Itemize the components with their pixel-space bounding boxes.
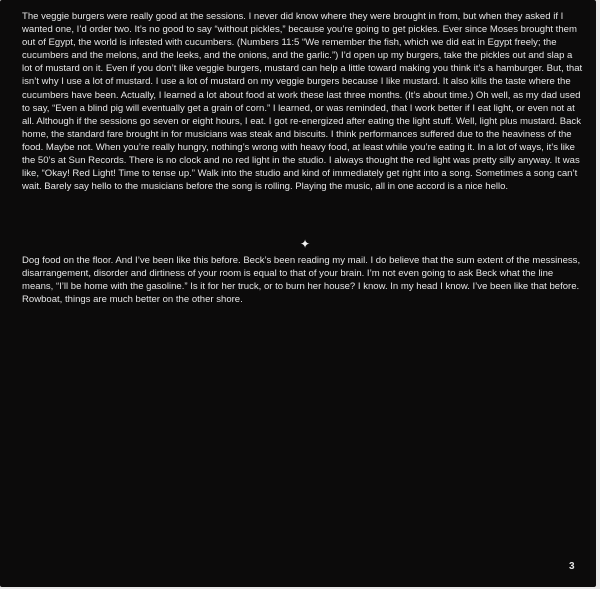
body-paragraph-veggie-burgers: The veggie burgers were really good at the sessions. I never did know where they were brought in from, but when they asked if I wanted one, I’d order two. It’s no good to say “without pickles,” because you’re going to get pickles. Ever since Moses brought them out of Egypt, the world is infested with cucumbers. (Numbers 11:5 “We remember the fish, which we did eat in Egypt freely; the cucumbers and the melons, and the leeks, and the onions, and the garlic.”) I’d open up my burgers, take the pickles out and slap a lot of mustard on it. Even if you don’t like veggie burgers, mustard can help a little toward making you think it’s a hamburger. But, that isn’t why I use a lot of mustard. I use a lot of mustard on my veggie burgers because I like mustard. It also kills the taste where the cucumbers have been. Actually, I learned a lot about food at work these last three months. (It’s about time.) Oh well, as my dad used to say, “Even a blind pig will eventually get a grain of corn.” I learned, or was reminded, that I work better if I eat light, or even not at all. Although if the sessions go seven or eight hours, I eat. I got re-energized after eating the light stuff. Well, light plus mustard. Back home, the standard fare brought in for musicians was steak and biscuits. I think performances suffered due to the heaviness of the food. Maybe not. When you’re really hungry, nothing’s wrong with heavy food, at least while you’re eating it. In a lot of ways, it’s like the 50’s at Sun Records. There is no clock and no red light in the studio. I always thought the red light was pretty silly anyway. It was like, “Okay! Red Light! Time to tense up.” Walk into the studio and kind of immediately get right into a song. Sometimes a song can’t wait. Barely say hello to the musicians before the song is rolling. Playing the music, all in one accord is a nice hello. <box>22 11 583 193</box>
page-number: 3 <box>569 561 575 572</box>
body-paragraph-dog-food: Dog food on the floor. And I’ve been like this before. Beck’s been reading my mail. I do believe that the sum extent of the messiness, disarrangement, disorder and dirtiness of your room is equal to that of your brain. I’m not even going to ask Beck what the line means, “I’ll be home with the gasoline.” Is it for her truck, or to burn her house? I know. In my head I know. I’ve been like that before. Rowboat, things are much better on the other shore. <box>22 255 581 306</box>
four-pointed-star-icon: ✦ <box>300 237 311 251</box>
